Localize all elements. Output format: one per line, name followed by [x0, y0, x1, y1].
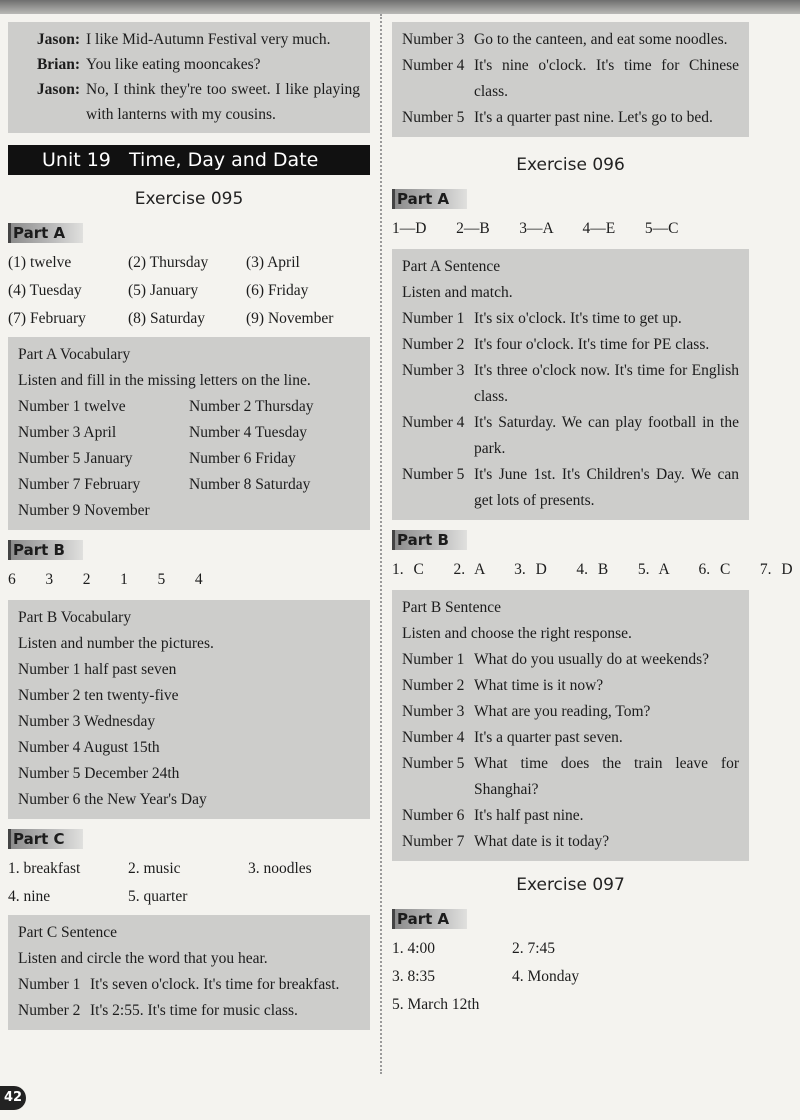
item-text: What date is it today?: [474, 833, 610, 850]
script-item: [402, 462, 739, 514]
answer: (2) Thursday: [128, 254, 209, 271]
script-item: Number 4 Tuesday: [189, 424, 307, 441]
script-item: [402, 699, 739, 725]
script-item: [402, 751, 739, 803]
script-item: [402, 673, 739, 699]
item-number: Number 2: [402, 677, 465, 694]
item-text: It's three o'clock now. It's time for English class.: [474, 362, 739, 405]
ex095-part-a-script: [8, 337, 370, 530]
ex095-part-c-script: [8, 915, 370, 1030]
item-number: Number 5: [402, 466, 465, 483]
item-text: It's seven o'clock. It's time for breakfast.: [90, 976, 340, 993]
script-item: [402, 803, 739, 829]
ex096-part-a-label: Part A: [392, 189, 467, 209]
answer: (1) twelve: [8, 254, 72, 271]
item-text: What time is it now?: [474, 677, 604, 694]
item-text: It's a quarter past nine. Let's go to bed.: [474, 109, 713, 126]
answer: 2. 7:45: [512, 940, 556, 957]
ex097-part-a-answers: [392, 935, 749, 1019]
item-number: Number 7: [402, 833, 465, 850]
item-number: Number 3: [402, 362, 465, 379]
ex095-part-b-label: Part B: [8, 540, 83, 560]
item-text: It's six o'clock. It's time to get up.: [474, 310, 682, 327]
column-divider: [380, 14, 382, 1074]
item-number: Number 1: [402, 651, 465, 668]
answer: 5. quarter: [128, 888, 188, 905]
ex097-part-a-label: Part A: [392, 909, 467, 929]
answer: (8) Saturday: [128, 310, 206, 327]
speaker: Jason:: [36, 81, 80, 98]
script-title: Part C Sentence: [18, 924, 118, 941]
item-number: Number 6: [402, 807, 465, 824]
ex095-part-a-answers: [8, 249, 370, 333]
ex096-part-b-script: [392, 590, 749, 861]
script-instruction: Listen and number the pictures.: [18, 635, 214, 652]
answer: (4) Tuesday: [8, 282, 82, 299]
script-item: Number 3 Wednesday: [18, 713, 156, 730]
answer: (5) January: [128, 282, 199, 299]
script-item: [402, 332, 739, 358]
ex096-part-a-answers: 1—D 2—B 3—A 4—E 5—C: [392, 220, 679, 237]
item-text: It's nine o'clock. It's time for Chinese class.: [474, 57, 739, 100]
script-item: Number 2 ten twenty-five: [18, 687, 179, 704]
item-text: It's four o'clock. It's time for PE class.: [474, 336, 710, 353]
script-instruction: Listen and match.: [402, 284, 513, 301]
top-band: [0, 0, 800, 14]
ex095-part-c-label: Part C: [8, 829, 83, 849]
ex095-part-b-answers: 6 3 2 1 5 4: [8, 571, 203, 588]
item-text: It's Saturday. We can play football in the park.: [474, 414, 739, 457]
dialogue-line: [18, 27, 360, 52]
script-title: Part B Sentence: [402, 599, 502, 616]
script-item: Number 6 Friday: [189, 450, 296, 467]
answer: 5. March 12th: [392, 996, 480, 1013]
script-item: Number 9 November: [18, 502, 150, 519]
item-text: It's half past nine.: [474, 807, 584, 824]
item-number: Number 4: [402, 729, 465, 746]
ex095-part-c-script-cont: [392, 22, 749, 137]
unit-title: Unit 19 Time, Day and Date: [8, 145, 370, 175]
answer: 3. 8:35: [392, 968, 436, 985]
item-number: Number 4: [402, 414, 465, 431]
item-number: Number 4: [402, 57, 465, 74]
dialogue-line: [18, 77, 360, 127]
script-item: Number 4 August 15th: [18, 739, 160, 756]
script-item: [402, 53, 739, 105]
answer: 4. nine: [8, 888, 51, 905]
left-column: [8, 22, 370, 1038]
dialogue-box: [8, 22, 370, 133]
script-title: Part A Vocabulary: [18, 346, 131, 363]
item-text: What time does the train leave for Shanghai?: [474, 755, 739, 798]
item-text: It's 2:55. It's time for music class.: [90, 1002, 298, 1019]
script-instruction: Listen and fill in the missing letters on the line.: [18, 372, 311, 389]
ex096-part-b-answers: 1. C 2. A 3. D 4. B 5. A 6. C 7. D: [392, 561, 793, 578]
dialogue-text: No, I think they're too sweet. I like playing with lanterns with my cousins.: [86, 81, 360, 123]
item-text: What do you usually do at weekends?: [474, 651, 710, 668]
answer: 1. 4:00: [392, 940, 436, 957]
script-item: Number 8 Saturday: [189, 476, 311, 493]
script-item: Number 6 the New Year's Day: [18, 791, 207, 808]
script-item: [402, 410, 739, 462]
exercise-095-title: Exercise 095: [134, 189, 244, 209]
answer: 1. breakfast: [8, 860, 81, 877]
script-items: [18, 394, 360, 524]
script-item: [18, 972, 360, 998]
answer: (9) November: [246, 310, 334, 327]
script-item: Number 1 twelve: [18, 398, 126, 415]
exercise-096-title: Exercise 096: [516, 155, 625, 175]
script-item: Number 3 April: [18, 424, 117, 441]
item-number: Number 2: [402, 336, 465, 353]
script-item: [402, 105, 739, 131]
dialogue-line: [18, 52, 360, 77]
answer: (6) Friday: [246, 282, 309, 299]
ex095-part-c-answers: [8, 855, 370, 911]
speaker: Jason:: [36, 31, 80, 48]
ex096-part-b-label: Part B: [392, 530, 467, 550]
ex095-part-a-label: Part A: [8, 223, 83, 243]
item-number: Number 1: [18, 976, 81, 993]
item-text: It's June 1st. It's Children's Day. We can get lots of presents.: [474, 466, 739, 509]
script-item: [402, 647, 739, 673]
script-item: [18, 998, 360, 1024]
answer: 4. Monday: [512, 968, 580, 985]
dialogue-text: You like eating mooncakes?: [86, 56, 261, 73]
dialogue-text: I like Mid-Autumn Festival very much.: [86, 31, 331, 48]
script-item: Number 1 half past seven: [18, 661, 177, 678]
item-number: Number 5: [402, 755, 465, 772]
script-title: Part B Vocabulary: [18, 609, 132, 626]
right-column: [392, 22, 793, 1023]
answer: 2. music: [128, 860, 181, 877]
script-item: [402, 725, 739, 751]
speaker: Brian:: [36, 56, 80, 73]
script-instruction: Listen and circle the word that you hear.: [18, 950, 268, 967]
item-number: Number 3: [402, 703, 465, 720]
page-number: 42: [0, 1086, 26, 1110]
item-text: It's a quarter past seven.: [474, 729, 623, 746]
item-text: Go to the canteen, and eat some noodles.: [474, 31, 728, 48]
answer: 3. noodles: [248, 860, 312, 877]
script-item: [402, 306, 739, 332]
item-text: What are you reading, Tom?: [474, 703, 651, 720]
script-item: [402, 27, 739, 53]
ex096-part-a-script: [392, 249, 749, 520]
script-item: [402, 829, 739, 855]
item-number: Number 3: [402, 31, 465, 48]
answer: (7) February: [8, 310, 86, 327]
script-instruction: Listen and choose the right response.: [402, 625, 632, 642]
item-number: Number 1: [402, 310, 465, 327]
script-item: Number 2 Thursday: [189, 398, 314, 415]
answer: (3) April: [246, 254, 300, 271]
item-number: Number 5: [402, 109, 465, 126]
ex095-part-b-script: [8, 600, 370, 819]
script-item: Number 5 December 24th: [18, 765, 180, 782]
script-item: [402, 358, 739, 410]
script-item: Number 5 January: [18, 450, 133, 467]
script-item: Number 7 February: [18, 476, 141, 493]
script-title: Part A Sentence: [402, 258, 501, 275]
exercise-097-title: Exercise 097: [516, 875, 625, 895]
item-number: Number 2: [18, 1002, 81, 1019]
